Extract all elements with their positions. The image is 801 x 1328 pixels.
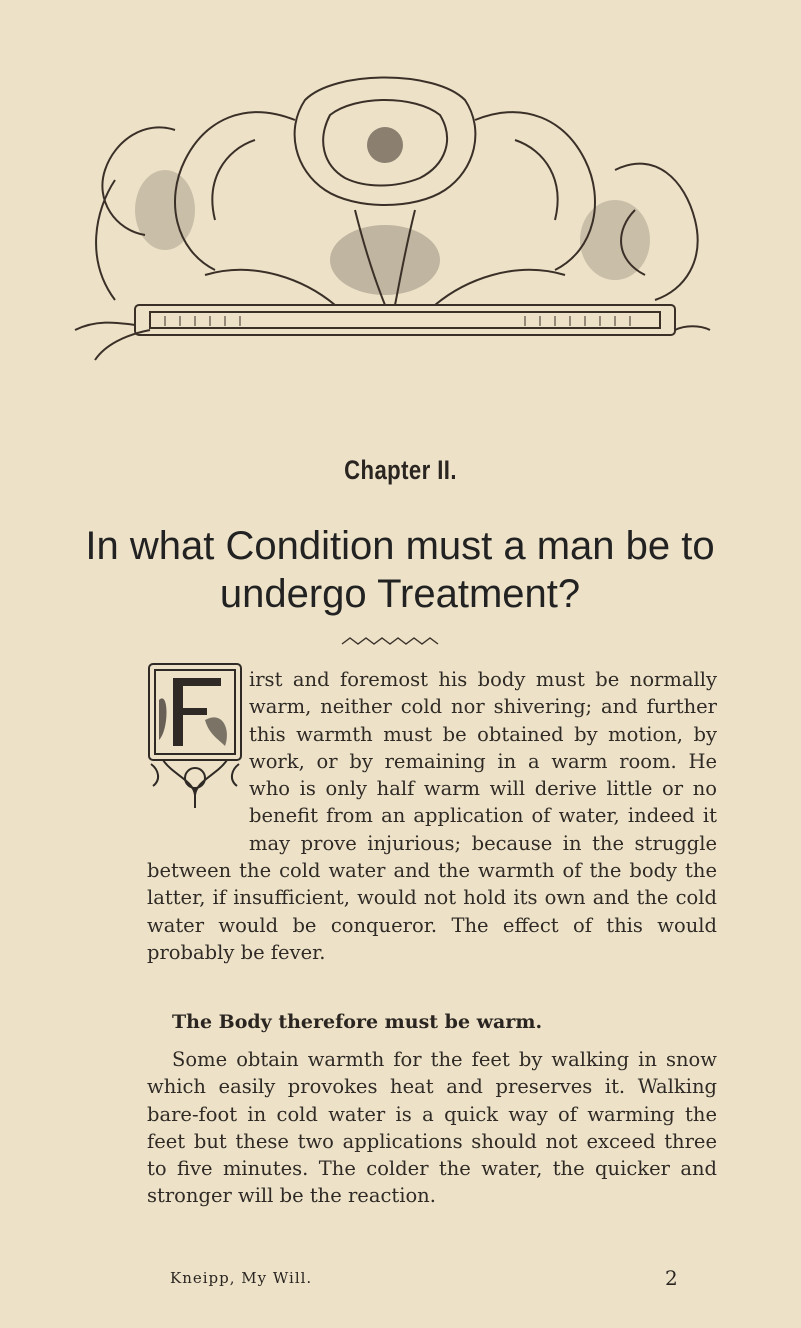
text-line: which easily provokes heat and preserves it. Walking — [147, 1075, 717, 1099]
text-line: stronger will be the reaction. — [147, 1184, 436, 1208]
title-line-2: undergo Treatment? — [219, 572, 581, 616]
text-line: benefit from an application of water, indeed it — [249, 804, 717, 828]
page-title — [60, 522, 740, 618]
text-line: this warmth must be obtained by motion, by — [249, 722, 717, 746]
subheading: The Body therefore must be warm. — [172, 1011, 543, 1033]
paragraph-2 — [147, 1046, 717, 1210]
page-signature-number: 2 — [665, 1266, 678, 1290]
text-line: to five minutes. The colder the water, the quicker and — [147, 1157, 717, 1181]
squiggle-ornament — [340, 634, 440, 648]
text-line: probably be fever. — [147, 940, 326, 964]
text-line: work, or by remaining in a warm room. He — [249, 749, 717, 773]
text-line: may prove injurious; because in the struggle — [249, 831, 717, 855]
text-line: latter, if insufficient, would not hold its own and the cold — [147, 886, 717, 910]
paragraph-1 — [147, 666, 717, 966]
text-line: water would be conqueror. The effect of this would — [147, 913, 717, 937]
text-line: between the cold water and the warmth of the body the — [147, 859, 717, 883]
text-line: feet but these two applications should not exceed three — [147, 1129, 717, 1153]
chapter-heading: Chapter II. — [344, 455, 457, 485]
text-line: warm, neither cold nor shivering; and further — [249, 695, 717, 719]
footer-signature: Kneipp, My Will. — [170, 1269, 313, 1287]
text-line: bare-foot in cold water is a quick way of warming the — [147, 1102, 717, 1126]
text-line: Some obtain warmth for the feet by walking in snow — [172, 1048, 717, 1071]
text-line: irst and foremost his body must be normally — [249, 668, 717, 691]
title-line-1: In what Condition must a man be to — [85, 524, 715, 568]
text-line: who is only half warm will derive little or no — [249, 777, 717, 801]
ornamental-headpiece — [55, 60, 715, 380]
